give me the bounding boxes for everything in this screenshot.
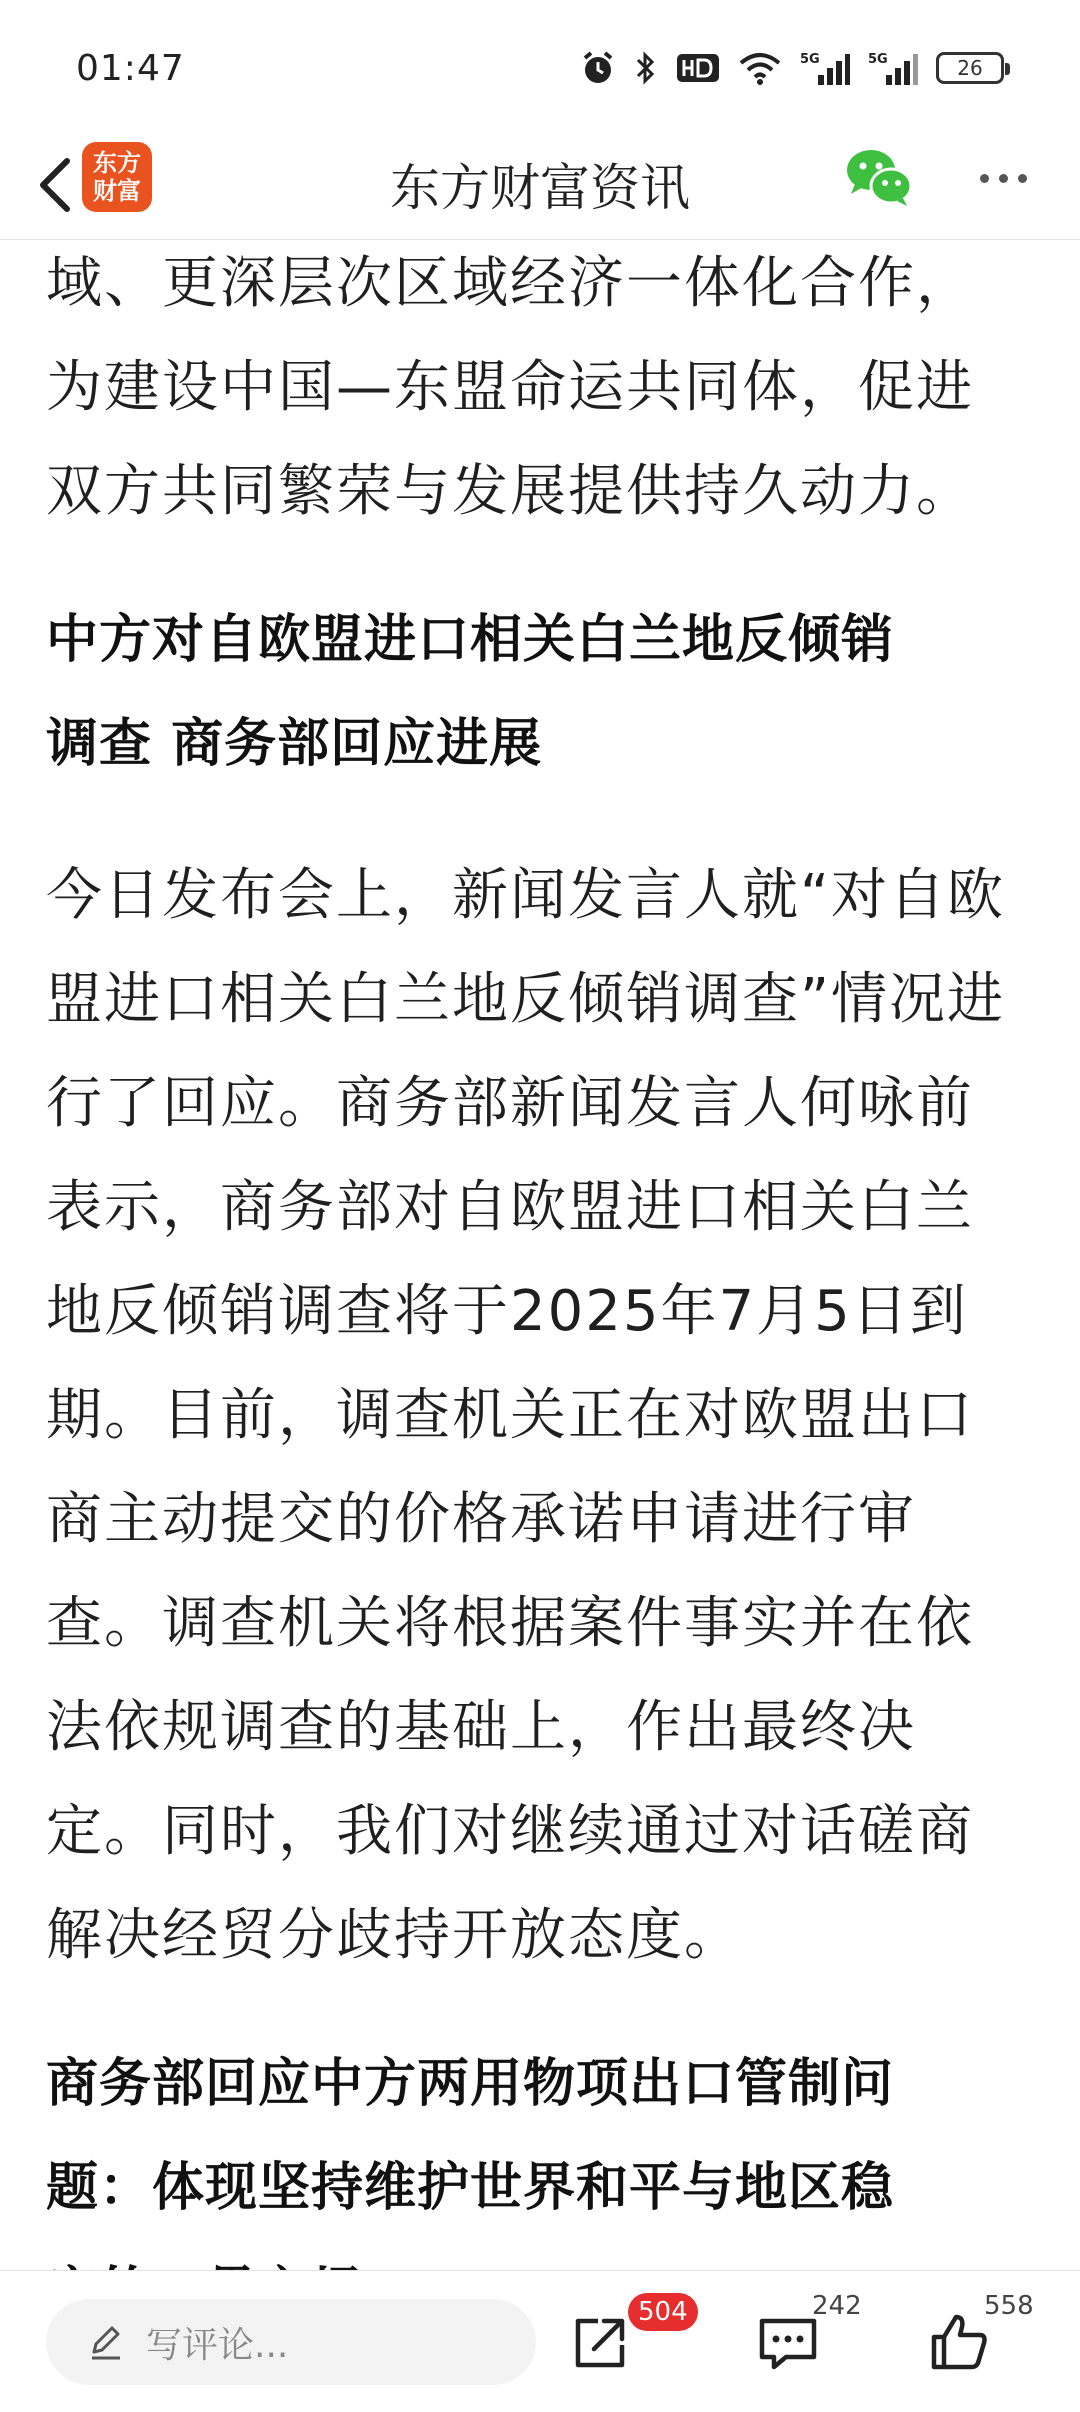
back-button[interactable] xyxy=(20,150,90,220)
thumbs-up-icon xyxy=(928,2311,992,2375)
text-line: 定。同时，我们对继续通过对话磋商 xyxy=(46,1799,974,1864)
heading-line: 调查 商务部回应进展 xyxy=(46,714,543,774)
signal-5g-icon xyxy=(800,51,850,85)
brand-logo-line1: 东方 xyxy=(93,149,141,177)
alarm-icon xyxy=(580,50,616,86)
text-line: 行了回应。商务部新闻发言人何咏前 xyxy=(46,1071,974,1136)
bottom-action-bar xyxy=(0,2270,1080,2412)
text-line: 盟进口相关白兰地反倾销调查”情况进 xyxy=(46,967,1006,1032)
status-time: 01:47 xyxy=(76,48,185,89)
paragraph-brandy xyxy=(46,844,1036,1988)
paragraph-intro xyxy=(46,232,1036,544)
svg-text:5G: 5G xyxy=(800,52,820,67)
text-line: 地反倾销调查将于2025年7月5日到 xyxy=(46,1279,968,1344)
section-heading-brandy xyxy=(46,588,1036,796)
heading-line: 商务部回应中方两用物项出口管制问 xyxy=(46,2054,895,2114)
text-line: 为建设中国—东盟命运共同体，促进 xyxy=(46,355,974,420)
brand-logo[interactable] xyxy=(82,142,152,212)
text-line: 查。调查机关将根据案件事实并在依 xyxy=(46,1591,974,1656)
text-line: 双方共同繁荣与发展提供持久动力。 xyxy=(46,459,974,524)
comment-input[interactable] xyxy=(46,2299,536,2385)
share-icon xyxy=(568,2311,632,2375)
more-options-button[interactable] xyxy=(968,148,1038,208)
brand-logo-line2: 财富 xyxy=(93,177,141,205)
status-bar xyxy=(0,0,1080,140)
signal-5g-icon xyxy=(868,51,918,85)
wifi-icon xyxy=(738,51,782,85)
comment-placeholder: 写评论... xyxy=(146,2324,289,2366)
heading-line: 题：体现坚持维护世界和平与地区稳 xyxy=(46,2158,895,2218)
text-line: 期。目前，调查机关正在对欧盟出口 xyxy=(46,1383,974,1448)
likes-count: 558 xyxy=(984,2291,1034,2321)
share-count-badge: 504 xyxy=(628,2293,698,2331)
text-line: 法依规调查的基础上，作出最终决 xyxy=(46,1695,916,1760)
bluetooth-icon xyxy=(634,50,658,86)
comment-bubble-icon xyxy=(756,2311,820,2375)
text-line: 今日发布会上，新闻发言人就“对自欧 xyxy=(46,863,1006,928)
battery-indicator xyxy=(936,52,1004,84)
more-dot-icon xyxy=(980,174,989,183)
more-dot-icon xyxy=(1018,174,1027,183)
chevron-left-icon xyxy=(35,155,75,215)
text-line: 域、更深层次区域经济一体化合作， xyxy=(46,251,974,316)
text-line: 表示，商务部对自欧盟进口相关白兰 xyxy=(46,1175,974,1240)
comments-count: 242 xyxy=(812,2291,862,2321)
text-line: 商主动提交的价格承诺申请进行审 xyxy=(46,1487,916,1552)
svg-text:5G: 5G xyxy=(868,52,888,67)
battery-level: 26 xyxy=(957,56,983,80)
heading-line: 中方对自欧盟进口相关白兰地反倾销 xyxy=(46,610,895,670)
text-line: 解决经贸分歧持开放态度。 xyxy=(46,1903,742,1968)
more-dot-icon xyxy=(999,174,1008,183)
pencil-icon xyxy=(86,2322,126,2362)
page-title: 东方财富资讯 xyxy=(390,159,690,217)
article-body xyxy=(46,232,1036,2267)
status-icons xyxy=(580,46,1004,90)
wechat-share-icon[interactable] xyxy=(845,146,913,208)
app-header xyxy=(0,130,1080,240)
hd-icon xyxy=(676,52,720,84)
